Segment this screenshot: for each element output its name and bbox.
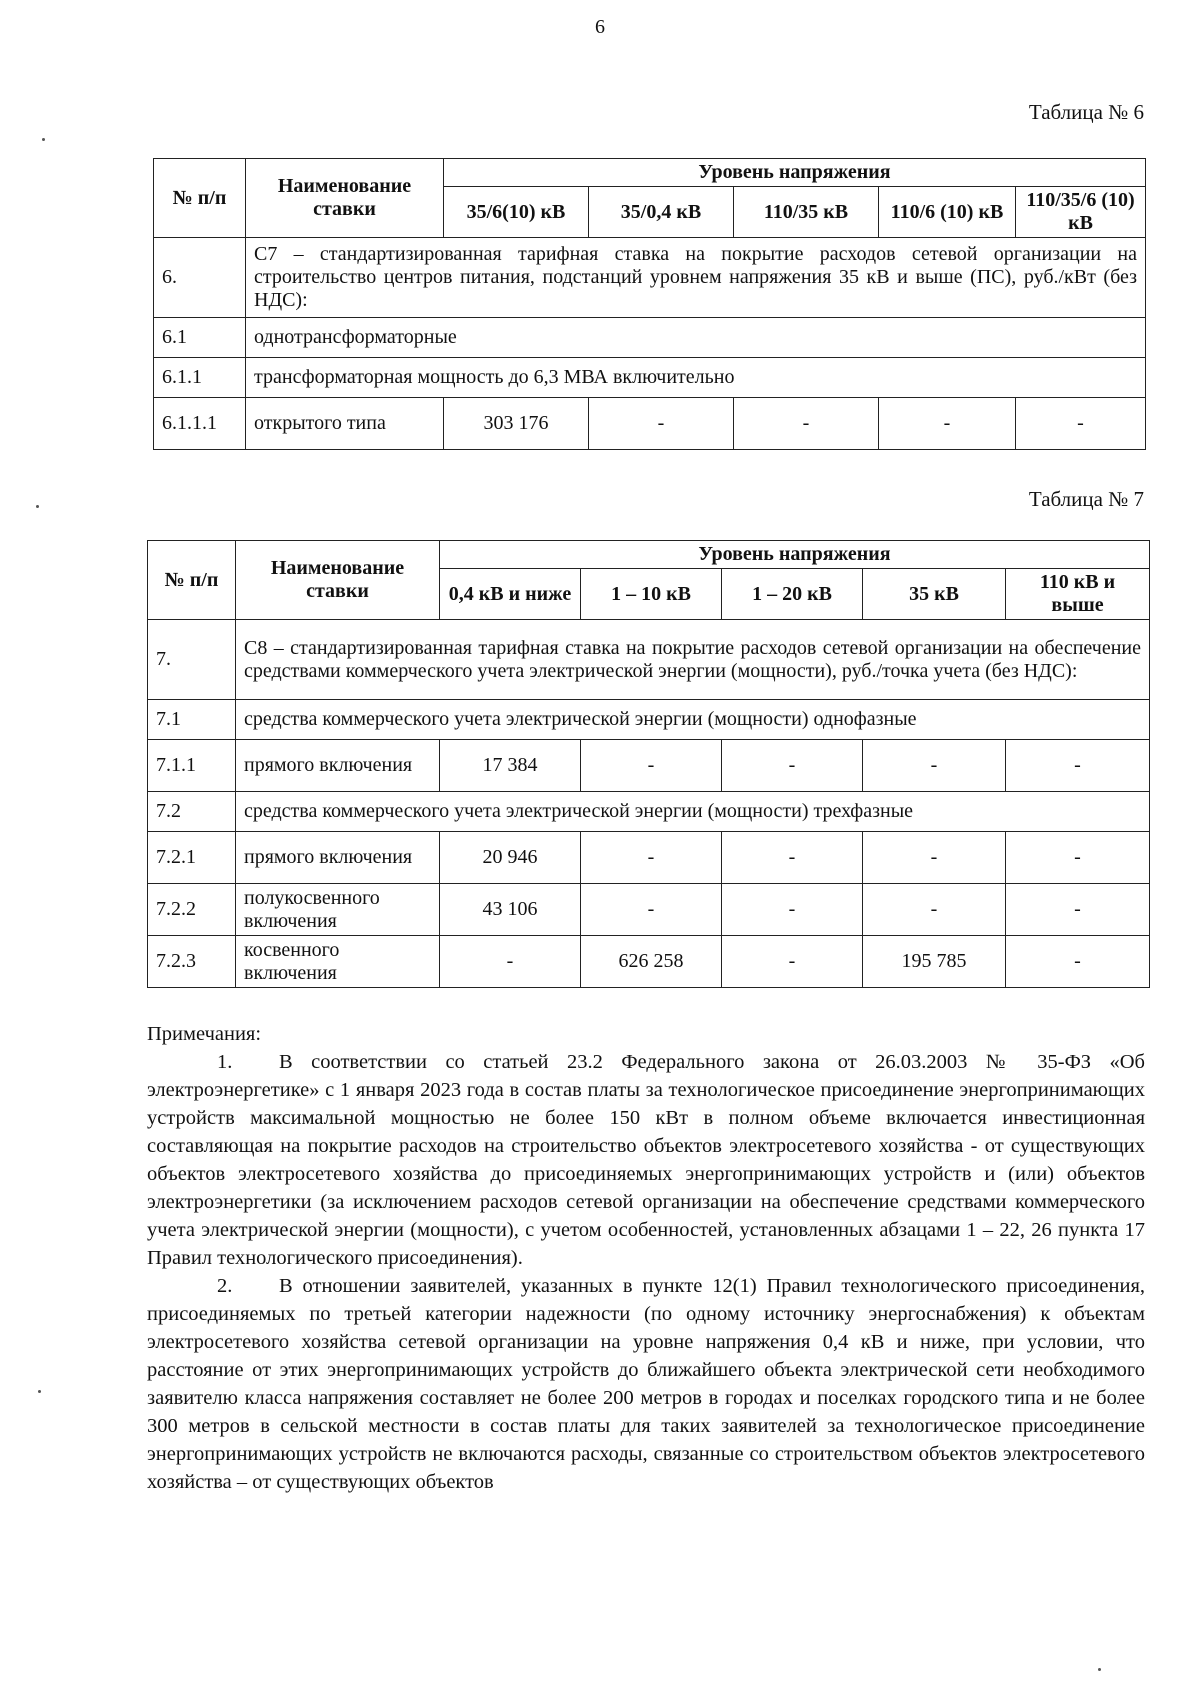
scan-speck [38,1390,41,1393]
table-row [154,398,1146,450]
value-cell: 195 785 [863,936,1006,988]
rate-description: С8 – стандартизированная тарифная ставка на покрытие расходов сетевой организации на обеспечение средствами коммерческого учета электрической энергии (мощности), руб./точка учета (без НДС): [236,620,1150,700]
table-row [154,238,1146,318]
scan-speck [42,138,45,141]
note-text: В отношении заявителей, указанных в пункте 12(1) Правил технологического присоединения, присоединяемых по третьей категории надежности (по одному источнику энергоснабжения) к объектам электросетевого хозяйства сетевой организации на уровне напряжения 0,4 кВ и ниже, при условии, что расстояние от этих энергопринимающих устройств до ближайшего объекта электрической сети необходимого заявителю класса напряжения составляет не более 200 метров в городах и поселках городского типа и не более 300 метров в сельской местности в состав платы для таких заявителей за технологическое присоединение энергопринимающих устройств не включаются расходы, связанные со строительством объектов электросетевого хозяйства – от существующих объектов [147,1275,1145,1493]
header-voltage-5: 110/35/6 (10) кВ [1016,187,1146,238]
value-cell: - [581,884,722,936]
value-cell: 626 258 [581,936,722,988]
row-num: 7.2.3 [148,936,236,988]
value-cell: - [863,884,1006,936]
row-num: 6.1.1.1 [154,398,246,450]
value-cell: - [1006,740,1150,792]
header-voltage-3: 1 – 20 кВ [722,569,863,620]
rate-description: С7 – стандартизированная тарифная ставка на покрытие расходов сетевой организации на строительство центров питания, подстанций уровнем напряжения 35 кВ и выше (ПС), руб./кВт (без НДС): [246,238,1146,318]
table-row [148,700,1150,740]
note-item [147,1272,1145,1496]
value-cell: - [581,832,722,884]
value-cell: - [722,832,863,884]
header-voltage-level: Уровень напряжения [440,541,1150,569]
row-name: прямого включения [236,832,440,884]
value-cell: - [734,398,879,450]
value-cell: 17 384 [440,740,581,792]
value-cell: - [879,398,1016,450]
value-cell: - [589,398,734,450]
row-label: средства коммерческого учета электрической энергии (мощности) однофазные [236,700,1150,740]
header-voltage-4: 110/6 (10) кВ [879,187,1016,238]
row-num: 7.2 [148,792,236,832]
header-voltage-2: 1 – 10 кВ [581,569,722,620]
row-num: 7.2.2 [148,884,236,936]
table-row [148,740,1150,792]
value-cell: - [1006,936,1150,988]
value-cell: - [1006,884,1150,936]
row-name: открытого типа [246,398,444,450]
note-number: 2. [217,1275,233,1297]
header-voltage-1: 0,4 кВ и ниже [440,569,581,620]
row-num: 6.1 [154,318,246,358]
note-item [147,1048,1145,1272]
table-row [148,792,1150,832]
header-voltage-2: 35/0,4 кВ [589,187,734,238]
table7 [147,540,1150,988]
header-name: Наименование ставки [236,541,440,620]
row-num: 7.2.1 [148,832,236,884]
table-row [148,884,1150,936]
value-cell: - [440,936,581,988]
table-row [148,620,1150,700]
header-num: № п/п [148,541,236,620]
row-num: 6. [154,238,246,318]
table6 [153,158,1146,450]
scan-speck [36,505,39,508]
header-name: Наименование ставки [246,159,444,238]
notes-heading: Примечания: [147,1023,262,1045]
note-text: В соответствии со статьей 23.2 Федерального закона от 26.03.2003 № 35-ФЗ «Об электроэнергетике» с 1 января 2023 года в состав платы за технологическое присоединение энергопринимающих устройств максимальной мощностью не более 150 кВт в полном объеме включается инвестиционная составляющая на покрытие расходов на строительство объектов электросетевого хозяйства - от существующих объектов электросетевого хозяйства до присоединяемых энергопринимающих устройств и (или) объектов электроэнергетики (за исключением расходов сетевой организации на обеспечение средствами коммерческого учета электрической энергии (мощности), с учетом особенностей, установленных абзацами 1 – 22, 26 пункта 17 Правил технологического присоединения). [147,1051,1145,1269]
row-num: 6.1.1 [154,358,246,398]
value-cell: 20 946 [440,832,581,884]
value-cell: - [722,884,863,936]
table7-caption: Таблица № 7 [1028,487,1144,511]
table-row [154,318,1146,358]
value-cell: - [863,832,1006,884]
row-num: 7.1.1 [148,740,236,792]
header-voltage-4: 35 кВ [863,569,1006,620]
value-cell: - [581,740,722,792]
header-voltage-1: 35/6(10) кВ [444,187,589,238]
row-name: прямого включения [236,740,440,792]
note-number: 1. [217,1051,233,1073]
value-cell: - [863,740,1006,792]
page-number: 6 [595,16,605,38]
value-cell: - [1006,832,1150,884]
value-cell: - [722,740,863,792]
value-cell: 303 176 [444,398,589,450]
header-num: № п/п [154,159,246,238]
table-row [148,832,1150,884]
scan-speck [1098,1668,1101,1671]
row-name: косвенного включения [236,936,440,988]
row-name: полукосвенного включения [236,884,440,936]
table-row [154,358,1146,398]
notes-section [147,1020,1145,1496]
header-voltage-3: 110/35 кВ [734,187,879,238]
table-row [148,936,1150,988]
row-label: трансформаторная мощность до 6,3 МВА включительно [246,358,1146,398]
row-label: средства коммерческого учета электрической энергии (мощности) трехфазные [236,792,1150,832]
header-voltage-level: Уровень напряжения [444,159,1146,187]
header-voltage-5: 110 кВ и выше [1006,569,1150,620]
value-cell: - [722,936,863,988]
value-cell: - [1016,398,1146,450]
row-num: 7. [148,620,236,700]
row-label: однотрансформаторные [246,318,1146,358]
value-cell: 43 106 [440,884,581,936]
table6-caption: Таблица № 6 [1028,100,1144,124]
row-num: 7.1 [148,700,236,740]
